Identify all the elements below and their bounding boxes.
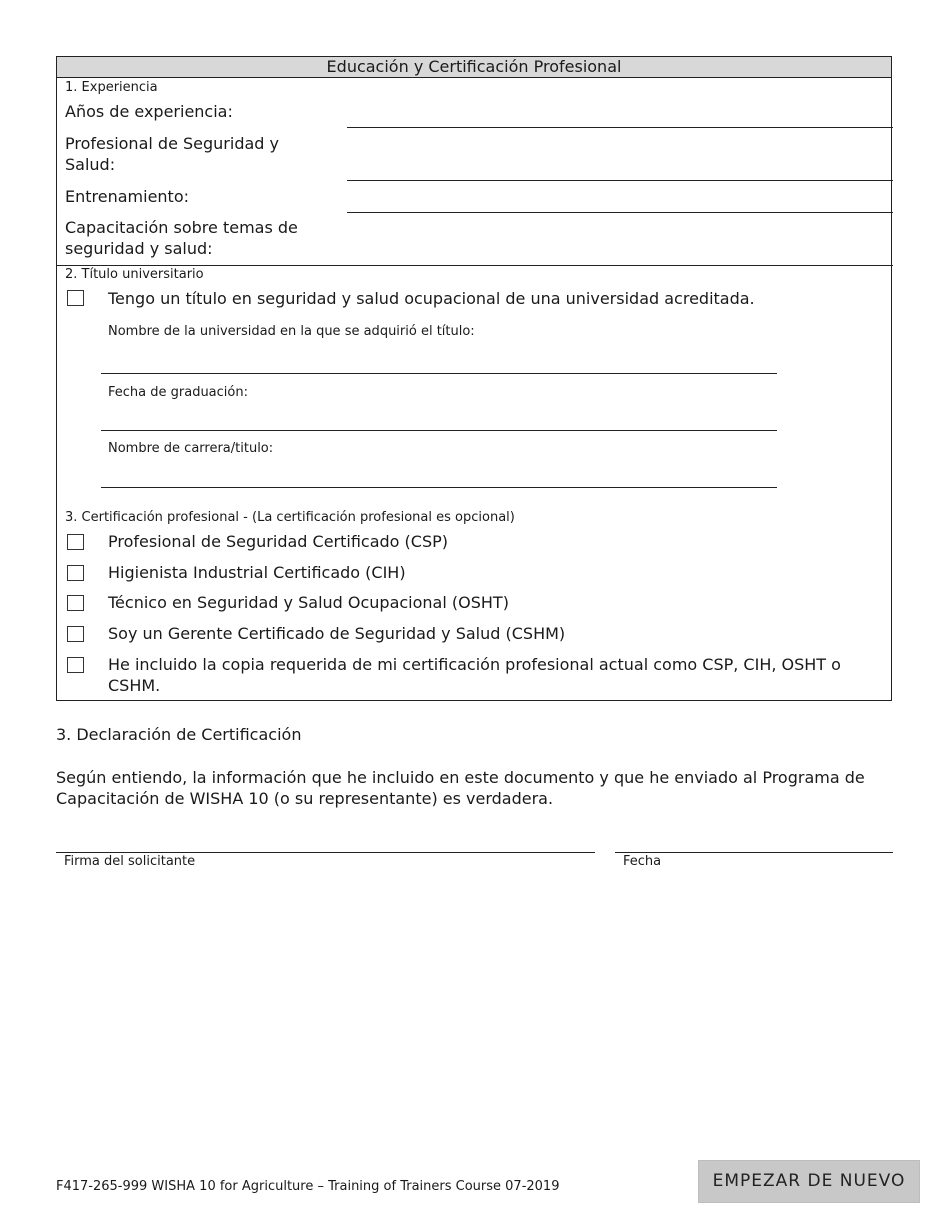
form-id: F417-265-999 WISHA 10 for Agriculture – Training of Trainers Course 07-2019 xyxy=(56,1179,560,1194)
date-field[interactable] xyxy=(615,820,893,852)
cih-checkbox[interactable] xyxy=(67,565,84,581)
graduation-date-label: Fecha de graduación: xyxy=(108,385,248,400)
cshm-checkbox[interactable] xyxy=(67,626,84,642)
signature-field[interactable] xyxy=(56,820,595,852)
graduation-date-field[interactable] xyxy=(101,403,777,430)
degree-checkbox[interactable] xyxy=(67,290,84,306)
university-label: Nombre de la universidad en la que se adquirió el título: xyxy=(108,324,475,339)
declaration-text: Según entiendo, la información que he incluido en este documento y que he enviado al Programa de Capacitación de WISHA 10 (o su representante) es verdadera. xyxy=(56,768,865,808)
years-experience-field[interactable] xyxy=(347,79,892,127)
cih-label: Higienista Industrial Certificado (CIH) xyxy=(108,563,406,582)
experience-heading: 1. Experiencia xyxy=(65,80,158,95)
years-experience-label: Años de experiencia: xyxy=(65,102,233,121)
professional-safety-label: Profesional de Seguridad y Salud: xyxy=(65,134,279,174)
education-certification-section xyxy=(56,56,892,701)
csp-label: Profesional de Seguridad Certificado (CSP) xyxy=(108,532,448,551)
section-title: Educación y Certificación Profesional xyxy=(57,57,891,78)
professional-safety-field[interactable] xyxy=(347,128,892,180)
training-field[interactable] xyxy=(347,181,892,212)
date-label: Fecha xyxy=(623,854,662,869)
declaration-heading: 3. Declaración de Certificación xyxy=(56,725,302,744)
reset-button[interactable]: EMPEZAR DE NUEVO xyxy=(698,1160,920,1203)
career-field[interactable] xyxy=(101,459,777,487)
capacitation-field[interactable] xyxy=(347,213,892,265)
osht-label: Técnico en Seguridad y Salud Ocupacional (OSHT) xyxy=(108,593,509,612)
training-label: Entrenamiento: xyxy=(65,187,190,206)
signature-label: Firma del solicitante xyxy=(64,854,196,869)
degree-heading: 2. Título universitario xyxy=(65,267,204,282)
certification-heading: 3. Certificación profesional - (La certificación profesional es opcional) xyxy=(65,510,515,525)
csp-checkbox[interactable] xyxy=(67,534,84,550)
degree-checkbox-label: Tengo un título en seguridad y salud ocupacional de una universidad acreditada. xyxy=(108,289,755,308)
osht-checkbox[interactable] xyxy=(67,595,84,611)
copy-included-label: He incluido la copia requerida de mi certificación profesional actual como CSP, CIH, OSHT o CSHM. xyxy=(108,655,841,695)
university-field[interactable] xyxy=(101,343,777,373)
cshm-label: Soy un Gerente Certificado de Seguridad y Salud (CSHM) xyxy=(108,624,566,643)
copy-included-checkbox[interactable] xyxy=(67,657,84,673)
capacitation-label: Capacitación sobre temas de seguridad y salud: xyxy=(65,218,298,258)
career-label: Nombre de carrera/titulo: xyxy=(108,441,274,456)
